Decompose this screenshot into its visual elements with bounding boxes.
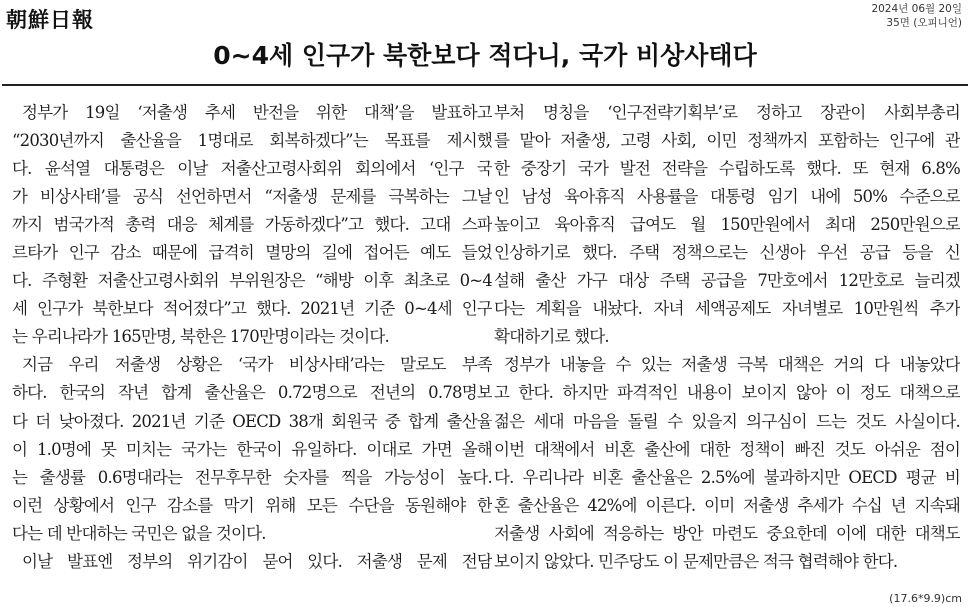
body-line: 이번 대책에서 비혼 출산에 대한 정책이 빠진 것도 아쉬운 점이 [494,439,960,459]
masthead [6,4,94,34]
body-line: 지금 우리 저출생 상황은 ‘국가 비상사태’라는 말로도 부족 [22,355,492,375]
body-line: 혼 출산율은 42%에 이른다. 이미 저출생 추세가 수십 년 지속돼 [494,495,960,515]
body-line: 까지 범국가적 총력 대응 체계를 가동하겠다”고 했다. 고대 스파 [12,215,492,235]
body-line: 이날 발표엔 정부의 위기감이 묻어 있다. 저출생 문제 전담 [22,551,492,571]
body-line: 하다. 한국의 작년 합계 출산율은 0.72명으로 전년의 0.78명보 [12,383,492,403]
article-size-note: (17.6*9.9)cm [889,592,962,605]
body-line: 는 출생률 0.6명대라는 전무후무한 숫자를 찍을 가능성이 높다. [12,467,492,487]
body-line: 다. 윤석열 대통령은 이날 저출산고령사회위 회의에서 ‘인구 국 [12,159,492,179]
body-line: 인상하기로 했다. 주택 정책으로는 신생아 우선 공급 등을 신 [494,243,960,263]
page-section: 35면 (오피니언) [886,17,962,29]
body-line: 정부가 내놓을 수 있는 저출생 극복 대책은 거의 다 내놓았다 [504,355,960,375]
body-line: 확대하기로 했다. [494,327,609,347]
body-line: 이런 상황에서 인구 감소를 막기 위해 모든 수단을 동원해야 한 [12,495,492,515]
body-line: 다는 데 반대하는 국민은 없을 것이다. [12,523,266,543]
body-line: 인 남성 육아휴직 사용률을 대통령 임기 내에 50% 수준으로 [494,187,960,207]
body-line: 를 맡아 저출생, 고령 사회, 이민 정책까지 포함하는 인구에 관 [494,131,960,151]
editorial-headline: 0~4세 인구가 북한보다 적다니, 국가 비상사태다 [213,41,757,70]
body-line: 정부가 19일 ‘저출생 추세 반전을 위한 대책’을 발표하고 [22,103,492,122]
body-line: “2030년까지 출산율을 1명대로 회복하겠다”는 목표를 제시했 [12,131,492,151]
body-line: 다. 주형환 저출산고령사회위 부위원장은 “해방 이후 최초로 0~4 [12,271,492,291]
body-line: 이 1.0명에 못 미치는 국가는 한국이 유일하다. 이대로 가면 올해 [12,439,492,459]
body-line: 보이지 않았다. 민주당도 이 문제만큼은 적극 협력해야 한다. [494,551,898,571]
body-line: 부처 명칭을 ‘인구전략기획부’로 정하고 장관이 사회부총리 [494,103,960,122]
body-line: 다는 계획을 내놨다. 자녀 세액공제도 자녀별로 10만원씩 추가 [494,299,960,319]
body-line: 젊은 세대 마음을 돌릴 수 있을지 의구심이 드는 것도 사실이다. [494,411,960,431]
body-line: 는 우리나라가 165만명, 북한은 170만명이라는 것이다. [12,327,389,347]
publication-date: 2024년 06월 20일 [871,3,962,15]
body-line: 세 인구가 북한보다 적어졌다”고 했다. 2021년 기준 0~4세 인구 [12,299,492,319]
body-column-left [12,99,492,576]
headline-divider [2,84,968,86]
body-line: 고 한다. 하지만 파격적인 내용이 보이지 않아 이 정도 대책으로 [494,383,960,403]
publication-meta [871,2,962,30]
body-line: 높이고 육아휴직 급여도 월 150만원에서 최대 250만원으로 [494,215,960,235]
body-line: 저출생 사회에 적응하는 방안 마련도 중요한데 이에 대한 대책도 [494,523,960,543]
newspaper-logo: 朝鮮日報 [6,7,94,32]
body-line: 다. 우리나라 비혼 출산율은 2.5%에 불과하지만 OECD 평균 비 [494,467,960,487]
body-line: 한 중장기 국가 발전 전략을 수립하도록 했다. 또 현재 6.8% [494,159,960,179]
body-line: 설해 출산 가구 대상 주택 공급을 7만호에서 12만호로 늘리겠 [494,271,960,291]
body-line: 가 비상사태’를 공식 선언하면서 “저출생 문제를 극복하는 그날 [12,187,492,207]
body-line: 르타가 인구 감소 때문에 급격히 멸망의 길에 접어든 예도 들었 [12,243,492,263]
body-column-right [494,99,960,576]
body-line: 다 더 낮아졌다. 2021년 기준 OECD 38개 회원국 중 합계 출산율 [12,411,492,431]
